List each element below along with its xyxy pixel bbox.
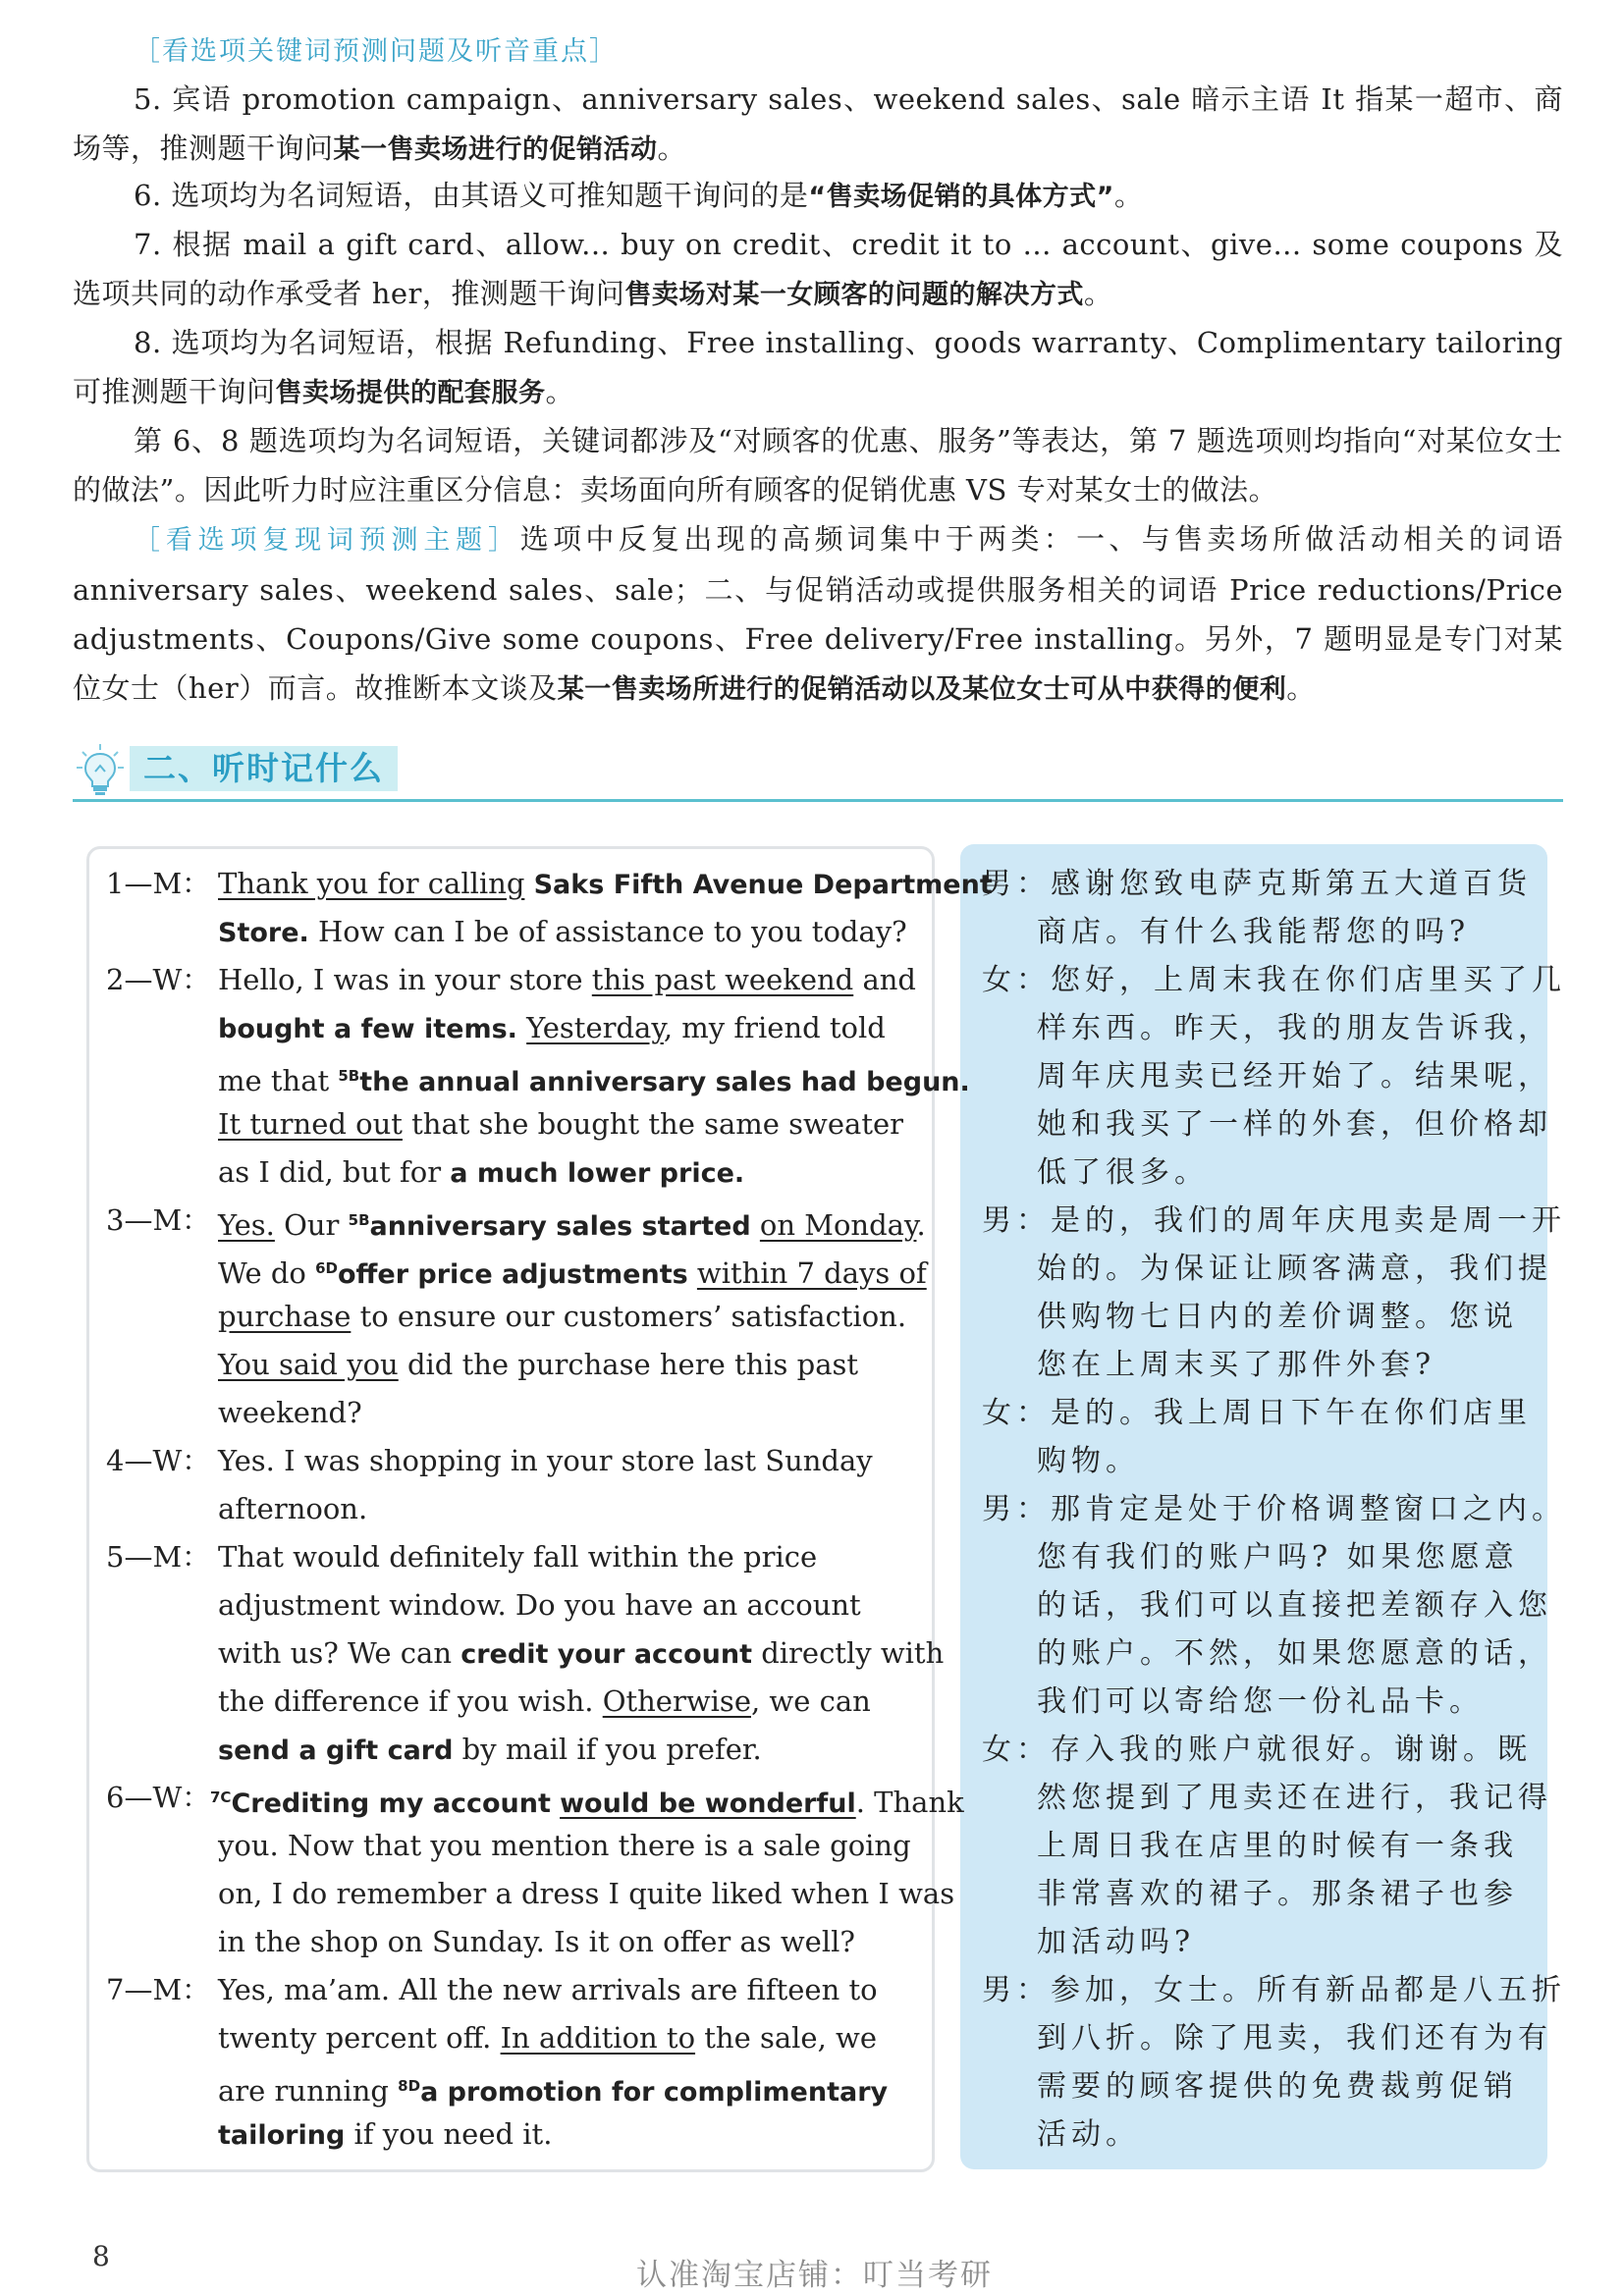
paragraph-text: 7. 根据 mail a gift card、allow... buy on credit、credit it to ... account、give... some coupons 及选项共同的动作承受者 her，推测题干询问 xyxy=(73,228,1563,310)
underlined-phrase: You said you xyxy=(218,1348,399,1381)
speaker-label: 6—W： xyxy=(106,1781,211,1814)
answer-marker: 8D xyxy=(398,2077,421,2095)
speaker-label: 4—W： xyxy=(106,1444,211,1477)
translation-line: 样东西。昨天，我的朋友告诉我， xyxy=(1037,1011,1552,1045)
dialogue-line xyxy=(218,1052,970,1106)
translation-line: 加活动吗? xyxy=(1037,1925,1196,1959)
translation-line: 女：您好，上周末我在你们店里买了几 xyxy=(982,963,1566,997)
translation-line: 到八折。除了甩卖，我们还有为有 xyxy=(1037,2021,1552,2056)
dialogue-text: if you need it. xyxy=(345,2117,553,2151)
speaker-label: 7—M： xyxy=(106,1973,211,2006)
paragraph-text: 。 xyxy=(1286,671,1316,705)
dialogue-line xyxy=(218,1629,944,1679)
underlined-phrase: In addition to xyxy=(500,2021,696,2055)
dialogue-text: with us? We can xyxy=(218,1636,461,1670)
translation-line: 周年庆甩卖已经开始了。结果呢， xyxy=(1037,1059,1552,1094)
translation-line: 上周日我在店里的时候有一条我 xyxy=(1037,1829,1518,1863)
dialogue-line xyxy=(210,1774,964,1828)
dialogue-text: are running xyxy=(218,2074,399,2108)
bold-phrase: the annual anniversary sales had begun. xyxy=(359,1067,970,1097)
translation-line: 我们可以寄给您一份礼品卡。 xyxy=(1037,1684,1484,1719)
translation-line: 男：是的，我们的周年庆甩卖是周一开 xyxy=(982,1203,1566,1238)
translation-line: 购物。 xyxy=(1037,1444,1140,1478)
dialogue-line xyxy=(218,860,993,909)
speaker-label: 1—M： xyxy=(106,867,211,900)
dialogue-line: Yes. I was shopping in your store last Sunday xyxy=(218,1444,873,1477)
underlined-phrase: purchase xyxy=(218,1300,352,1333)
underlined-phrase: It turned out xyxy=(218,1107,403,1141)
paragraph-q7 xyxy=(73,220,1563,320)
paragraph-text: 选项中反复出现的高频词集中于两类：一、与售卖场所做活动相关的词语 anniversary sales、weekend sales、sale；二、与促销活动或提供服务相关的词语 Price reductions/Price adjustments、Coupons/Give some coupons、Free delivery/Free installing。另外，7 题明显是专门对某位女士（her）而言。故推断本文谈及 xyxy=(73,522,1563,705)
translation-line: 需要的顾客提供的免费裁剪促销 xyxy=(1037,2069,1518,2104)
dialogue-line: on, I do remember a dress I quite liked when I was xyxy=(218,1877,955,1910)
dialogue-line: Yes, ma’am. All the new arrivals are fifteen to xyxy=(218,1973,878,2006)
paragraph-text: 6. 选项均为名词短语，由其语义可推知题干询问的是 xyxy=(134,179,809,212)
translation-line: 始的。为保证让顾客满意，我们提 xyxy=(1037,1252,1552,1286)
translation-line: 男：那肯定是处于价格调整窗口之内。 xyxy=(982,1492,1566,1526)
answer-marker: 5B xyxy=(348,1211,370,1229)
dialogue-text: the difference if you wish. xyxy=(218,1684,603,1718)
tag-line-1 xyxy=(73,26,1563,77)
dialogue-line xyxy=(218,1245,927,1299)
dialogue-line: weekend? xyxy=(218,1396,362,1429)
dialogue-line: adjustment window. Do you have an account xyxy=(218,1588,861,1622)
dialogue-line: afternoon. xyxy=(218,1492,368,1525)
underlined-phrase: Thank you for calling xyxy=(218,867,525,900)
dialogue-text: Our xyxy=(274,1208,349,1242)
dialogue-line xyxy=(218,908,907,957)
bold-underlined-phrase: would be wonderful xyxy=(560,1789,856,1819)
translation-line: 她和我买了一样的外套，但价格却 xyxy=(1037,1107,1552,1142)
translation-line: 您在上周末买了那件外套? xyxy=(1037,1348,1436,1382)
dialogue-text: We do xyxy=(218,1256,316,1290)
dialogue-text: the sale, we xyxy=(695,2021,878,2055)
lightbulb-icon xyxy=(75,742,126,797)
dialogue-line xyxy=(218,1726,762,1775)
space xyxy=(517,1011,526,1044)
dialogue-text: Thank xyxy=(864,1786,964,1819)
underlined-phrase: on Monday xyxy=(759,1208,917,1242)
paragraph-theme xyxy=(73,514,1563,715)
dialogue-line xyxy=(218,2014,877,2062)
dialogue-line: you. Now that you mention there is a sale going xyxy=(218,1829,911,1862)
dialogue-text: that she bought the same sweater xyxy=(402,1107,904,1141)
section-title-background xyxy=(130,746,398,791)
paragraph-q6 xyxy=(73,171,1563,222)
section-heading xyxy=(73,738,1563,802)
translation-line: 活动。 xyxy=(1037,2117,1140,2152)
translation-line: 女：存入我的账户就很好。谢谢。既 xyxy=(982,1733,1532,1767)
dialogue-text: by mail if you prefer. xyxy=(453,1733,762,1766)
dialogue-text: and xyxy=(853,963,916,996)
dialogue-text: as I did, but for xyxy=(218,1155,451,1189)
dialogue-line xyxy=(218,1004,886,1053)
space xyxy=(524,867,533,900)
dialogue-line xyxy=(218,1148,744,1198)
underlined-phrase: Yes. xyxy=(218,1208,275,1242)
dialogue-text: directly with xyxy=(751,1636,945,1670)
dialogue-text: to ensure our customers’ satisfaction. xyxy=(351,1300,907,1333)
dialogue-text: Hello, I was in your store xyxy=(218,963,592,996)
shop-watermark-text: 认准淘宝店铺：叮当考研 xyxy=(636,2258,993,2293)
dialogue-text: did the purchase here this past xyxy=(398,1348,859,1381)
bold-phrase: offer price adjustments xyxy=(337,1259,688,1290)
dialogue-text: me that xyxy=(218,1064,339,1097)
dialogue-line xyxy=(218,1341,858,1389)
translation-line: 低了很多。 xyxy=(1037,1155,1209,1190)
dialogue-line xyxy=(218,1197,926,1251)
speaker-label: 3—M： xyxy=(106,1203,211,1237)
dialogue-text: twenty percent off. xyxy=(218,2021,501,2055)
dialogue-text: , we can xyxy=(750,1684,871,1718)
translation-line: 商店。有什么我能帮您的吗? xyxy=(1037,915,1471,949)
translation-line: 然您提到了甩卖还在进行，我记得 xyxy=(1037,1781,1552,1815)
speaker-label: 2—W： xyxy=(106,963,211,996)
dialogue-line xyxy=(218,1678,871,1726)
underlined-phrase: Yesterday xyxy=(526,1011,664,1044)
predict-theme-tag: ［看选项复现词预测主题］ xyxy=(134,525,520,556)
emphasis-text: 某一售卖场进行的促销活动 xyxy=(333,134,658,165)
bold-phrase: credit your account xyxy=(460,1639,752,1670)
dialogue-text: , my friend told xyxy=(663,1011,886,1044)
dialogue-line: That would definitely fall within the price xyxy=(218,1540,818,1574)
dialogue-line xyxy=(218,1100,903,1148)
paragraph-text: 。 xyxy=(1113,179,1144,212)
translation-line: 女：是的。我上周日下午在你们店里 xyxy=(982,1396,1532,1430)
dialogue-line xyxy=(218,2110,552,2160)
paragraph-text: 。 xyxy=(657,132,687,165)
paragraph-text: 。 xyxy=(545,375,575,408)
space xyxy=(551,1786,560,1819)
translation-line: 供购物七日内的差价调整。您说 xyxy=(1037,1300,1518,1334)
predict-keywords-tag: ［看选项关键词预测问题及听音重点］ xyxy=(134,36,618,67)
answer-marker: 6D xyxy=(315,1259,338,1277)
emphasis-text: “售卖场促销的具体方式” xyxy=(808,182,1114,212)
translation-line: 男：感谢您致电萨克斯第五大道百货 xyxy=(982,867,1532,901)
dialogue-text: . xyxy=(855,1786,865,1819)
dialogue-text: How can I be of assistance to you today? xyxy=(308,915,907,948)
paragraph-text: 5. 宾语 promotion campaign、anniversary sales、weekend sales、sale 暗示主语 It 指某一超市、商场等，推测题干询问 xyxy=(73,82,1563,165)
bold-phrase: a promotion for complimentary xyxy=(420,2077,889,2108)
dialogue-line xyxy=(218,1293,906,1341)
emphasis-text: 某一售卖场所进行的促销活动以及某位女士可从中获得的便利 xyxy=(557,674,1287,705)
emphasis-text: 售卖场提供的配套服务 xyxy=(275,378,546,408)
dialogue-line: in the shop on Sunday. Is it on offer as well? xyxy=(218,1925,855,1958)
translation-line: 男：参加，女士。所有新品都是八五折 xyxy=(982,1973,1566,2007)
dialogue-line xyxy=(218,956,916,1004)
emphasis-text: 售卖场对某一女顾客的问题的解决方式 xyxy=(624,280,1084,310)
speaker-label: 5—M： xyxy=(106,1540,211,1574)
bold-phrase: Store. xyxy=(218,918,309,948)
space xyxy=(688,1256,697,1290)
translation-line: 的话，我们可以直接把差额存入您 xyxy=(1037,1588,1552,1623)
bold-phrase: Saks Fifth Avenue Department xyxy=(533,870,993,900)
bold-phrase: anniversary sales started xyxy=(369,1211,751,1242)
paragraph-text: 8. 选项均为名词短语，根据 Refunding、Free installing、goods warranty、Complimentary tailoring 可推测题干询问 xyxy=(73,326,1563,408)
bold-phrase: send a gift card xyxy=(218,1735,454,1766)
page-number: 8 xyxy=(92,2240,110,2272)
bold-phrase: a much lower price. xyxy=(450,1158,745,1189)
bold-phrase: bought a few items. xyxy=(218,1014,517,1044)
dialogue-line xyxy=(218,2062,888,2116)
bold-phrase: tailoring xyxy=(218,2120,346,2151)
underlined-phrase: Otherwise xyxy=(602,1684,751,1718)
paragraph-summary: 第 6、8 题选项均为名词短语，关键词都涉及“对顾客的优惠、服务”等表达，第 7 题选项则均指向“对某位女士的做法”。因此听力时应注重区分信息：卖场面向所有顾客的促销优惠 VS 专对某女士的做法。 xyxy=(73,424,1563,507)
bold-phrase: Crediting my account xyxy=(231,1789,551,1819)
underlined-phrase: this past weekend xyxy=(591,963,854,996)
dialogue-text: . xyxy=(916,1208,926,1242)
paragraph-q8 xyxy=(73,318,1563,418)
translation-line: 非常喜欢的裙子。那条裙子也参 xyxy=(1037,1877,1518,1911)
answer-marker: 5B xyxy=(338,1067,360,1085)
paragraph-q5 xyxy=(73,75,1563,175)
paragraph-text: 。 xyxy=(1083,277,1113,310)
translation-line: 您有我们的账户吗? 如果您愿意 xyxy=(1037,1540,1519,1575)
translation-line: 的账户。不然，如果您愿意的话， xyxy=(1037,1636,1552,1671)
space xyxy=(751,1208,760,1242)
underlined-phrase: within 7 days of xyxy=(696,1256,927,1290)
answer-marker: 7C xyxy=(210,1789,232,1806)
section-title: 二、听时记什么 xyxy=(143,749,384,787)
